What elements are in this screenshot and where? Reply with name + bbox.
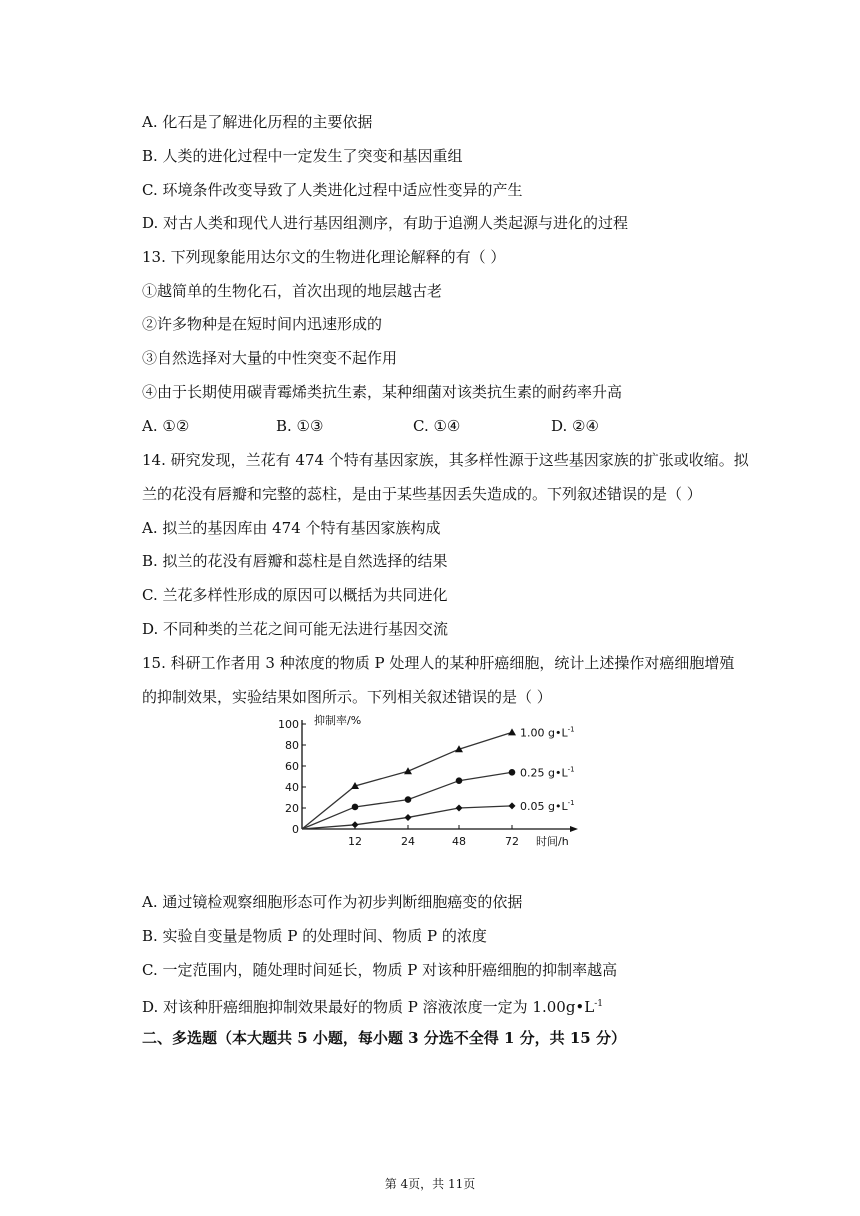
data-point — [352, 804, 359, 811]
data-point — [405, 814, 412, 821]
y-tick-label: 20 — [285, 802, 299, 815]
q13-item-3: ③自然选择对大量的中性突变不起作用 — [142, 349, 398, 367]
q15-option-d — [142, 994, 603, 1017]
q14-option-c: C. 兰花多样性形成的原因可以概括为共同进化 — [142, 586, 448, 604]
q13-option-c: C. ①④ — [413, 417, 461, 435]
data-point — [405, 796, 412, 803]
q13-item-2: ②许多物种是在短时间内迅速形成的 — [142, 315, 383, 333]
data-point — [456, 777, 463, 784]
q13-item-4: ④由于长期使用碳青霉烯类抗生素，某种细菌对该类抗生素的耐药率升高 — [142, 383, 623, 401]
series-label-sup: -1 — [567, 765, 575, 774]
q15-stem-line1: 15. 科研工作者用 3 种浓度的物质 P 处理人的某种肝癌细胞，统计上述操作对癌细胞增殖 — [142, 654, 735, 672]
data-point — [404, 767, 412, 774]
q12-option-c: C. 环境条件改变导致了人类进化过程中适应性变异的产生 — [142, 181, 523, 199]
section-2-heading: 二、多选题（本大题共 5 小题，每小题 3 分选不全得 1 分，共 15 分） — [142, 1029, 626, 1047]
y-tick-label: 40 — [285, 781, 299, 794]
series-label-sup: -1 — [567, 798, 575, 807]
q15-option-c: C. 一定范围内，随处理时间延长，物质 P 对该种肝癌细胞的抑制率越高 — [142, 961, 618, 979]
y-tick-label: 60 — [285, 760, 299, 773]
data-point — [352, 821, 359, 828]
x-axis-arrow — [570, 826, 578, 832]
q13-item-1: ①越简单的生物化石，首次出现的地层越古老 — [142, 282, 443, 300]
q12-option-d: D. 对古人类和现代人进行基因组测序，有助于追溯人类起源与进化的过程 — [142, 214, 629, 232]
q13-option-b: B. ①③ — [276, 417, 324, 435]
data-point — [509, 769, 516, 776]
series-label-sup: -1 — [567, 725, 575, 734]
y-tick-label: 80 — [285, 739, 299, 752]
x-tick-label: 24 — [401, 835, 415, 848]
data-point — [509, 802, 516, 809]
series-label: 1.00 $g•L^{-1}$ — [520, 725, 575, 740]
x-axis-label: 时间/h — [536, 835, 569, 848]
x-tick-label: 48 — [452, 835, 466, 848]
data-point — [456, 805, 463, 812]
q14-option-b: B. 拟兰的花没有唇瓣和蕊柱是自然选择的结果 — [142, 552, 448, 570]
x-tick-label: 12 — [348, 835, 362, 848]
y-tick-label: 0 — [292, 823, 299, 836]
q13-option-d: D. ②④ — [551, 417, 599, 435]
q12-option-b: B. 人类的进化过程中一定发生了突变和基因重组 — [142, 147, 463, 165]
q14-option-a: A. 拟兰的基因库由 474 个特有基因家族构成 — [142, 519, 441, 537]
q15-option-b: B. 实验自变量是物质 P 的处理时间、物质 P 的浓度 — [142, 927, 487, 945]
q13-option-a: A. ①② — [142, 417, 190, 435]
q15-option-a: A. 通过镜检观察细胞形态可作为初步判断细胞癌变的依据 — [142, 893, 523, 911]
series-line-0 — [302, 732, 512, 829]
inhibition-rate-chart — [278, 710, 598, 852]
y-axis-label: 抑制率/% — [314, 714, 362, 727]
page-footer: 第 4页，共 11页 — [384, 1177, 476, 1191]
q13-stem: 13. 下列现象能用达尔文的生物进化理论解释的有（ ） — [142, 248, 506, 266]
q15-option-d-text: D. 对该种肝癌细胞抑制效果最好的物质 P 溶液浓度一定为 1.00g•L — [142, 998, 595, 1016]
series-label: 0.25 $g•L^{-1}$ — [520, 765, 575, 780]
q14-stem-line2: 兰的花没有唇瓣和完整的蕊柱，是由于某些基因丢失造成的。下列叙述错误的是（ ） — [142, 485, 702, 503]
data-point — [508, 728, 516, 735]
q15-option-d-sup: -1 — [594, 999, 604, 1009]
y-tick-label: 100 — [278, 718, 299, 731]
q15-stem-line2: 的抑制效果，实验结果如图所示。下列相关叙述错误的是（ ） — [142, 688, 552, 706]
series-label: 0.05 $g•L^{-1}$ — [520, 798, 575, 813]
x-tick-label: 72 — [505, 835, 519, 848]
q14-stem-line1: 14. 研究发现，兰花有 474 个特有基因家族，其多样性源于这些基因家族的扩张或收缩。拟 — [142, 451, 749, 469]
q12-option-a: A. 化石是了解进化历程的主要依据 — [142, 113, 373, 131]
q14-option-d: D. 不同种类的兰花之间可能无法进行基因交流 — [142, 620, 449, 638]
